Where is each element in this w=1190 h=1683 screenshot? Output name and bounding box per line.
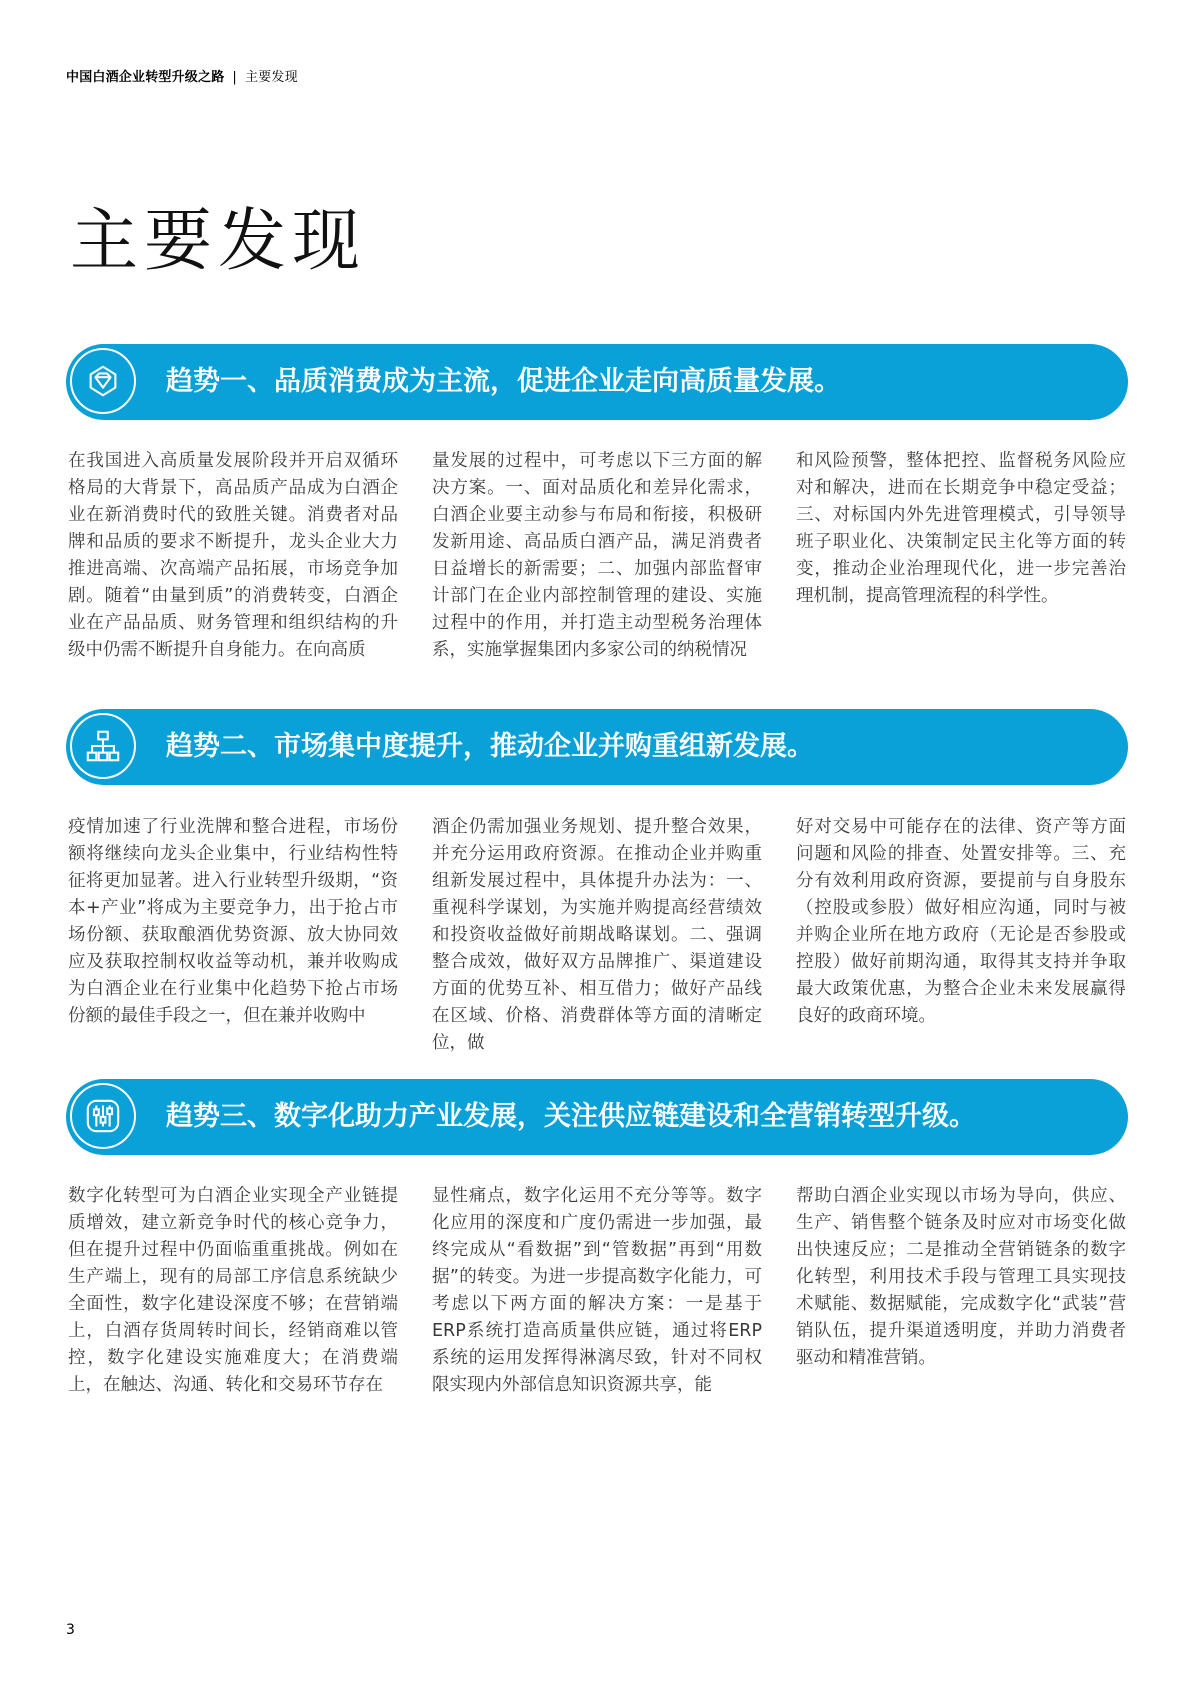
trend-2-title: 趋势二、市场集中度提升，推动企业并购重组新发展。 [166,731,814,762]
trend-1-column-1: 在我国进入高质量发展阶段并开启双循环格局的大背景下，高品质产品成为白酒企业在新消费时代的致胜关键。消费者对品牌和品质的要求不断提升，龙头企业大力推进高端、次高端产品拓展，市场竞争加剧。随着“由量到质”的消费转变，白酒企业在产品品质、财务管理和组织结构的升级中仍需不断提升自身能力。在向高质 [68,451,398,660]
trend-1-column-2: 量发展的过程中，可考虑以下三方面的解决方案。一、面对品质化和差异化需求，白酒企业要主动参与布局和衔接，积极研发新用途、高品质白酒产品，满足消费者日益增长的新需要；二、加强内部监督审计部门在企业内部控制管理的建设、实施过程中的作用，并打造主动型税务治理体系，实施掌握集团内多家公司的纳税情况 [432,451,762,660]
trend-1-column-3: 和风险预警，整体把控、监督税务风险应对和解决，进而在长期竞争中稳定受益；三、对标国内外先进管理模式，引导领导班子职业化、决策制定民主化等方面的转变，推动企业治理现代化，进一步完善治理机制，提高管理流程的科学性。 [796,451,1126,606]
trend-2-banner [66,709,1128,785]
header-separator: | [232,70,237,85]
trend-3-banner [66,1079,1128,1155]
page-title: 主要发现 [70,202,367,281]
trend-1-title: 趋势一、品质消费成为主流，促进企业走向高质量发展。 [166,366,841,397]
running-header [66,66,298,85]
trend-1-banner [66,344,1128,420]
trend-3-column-2: 显性痛点，数字化运用不充分等等。数字化应用的深度和广度仍需进一步加强，最终完成从“看数据”到“管数据”再到“用数据”的转变。为进一步提高数字化能力，可考虑以下两方面的解决方案：一是基于ERP系统打造高质量供应链，通过将ERP系统的运用发挥得淋漓尽致，针对不同权限实现内外部信息知识资源共享，能 [432,1186,762,1395]
trend-3-column-1: 数字化转型可为白酒企业实现全产业链提质增效，建立新竞争时代的核心竞争力，但在提升过程中仍面临重重挑战。例如在生产端上，现有的局部工序信息系统缺少全面性，数字化建设深度不够；在营销端上，白酒存货周转时间长，经销商难以管控，数字化建设实施难度大；在消费端上，在触达、沟通、转化和交易环节存在 [68,1186,398,1395]
trend-2-column-3: 好对交易中可能存在的法律、资产等方面问题和风险的排查、处置安排等。三、充分有效利用政府资源，要提前与自身股东（控股或参股）做好相应沟通，同时与被并购企业所在地方政府（无论是否参股或控股）做好前期沟通，取得其支持并争取最大政策优惠，为整合企业未来发展赢得良好的政商环境。 [796,817,1126,1026]
diamond-icon [70,348,136,414]
trend-2-column-1: 疫情加速了行业洗牌和整合进程，市场份额将继续向龙头企业集中，行业结构性特征将更加显著。进入行业转型升级期，“资本+产业”将成为主要竞争力，出于抢占市场份额、获取酿酒优势资源、放大协同效应及获取控制权收益等动机，兼并收购成为白酒企业在行业集中化趋势下抢占市场份额的最佳手段之一，但在兼并收购中 [68,817,398,1026]
report-title: 中国白酒企业转型升级之路 [66,70,225,85]
trend-3-column-3: 帮助白酒企业实现以市场为导向，供应、生产、销售整个链条及时应对市场变化做出快速反应；二是推动全营销链条的数字化转型，利用技术手段与管理工具实现技术赋能、数据赋能，完成数字化“武装”营销队伍，提升渠道透明度，并助力消费者驱动和精准营销。 [796,1186,1126,1368]
trend-3-title: 趋势三、数字化助力产业发展，关注供应链建设和全营销转型升级。 [166,1101,976,1132]
page-number: 3 [66,1622,75,1638]
sliders-icon [70,1083,136,1149]
header-section: 主要发现 [245,70,298,85]
trend-2-column-2: 酒企仍需加强业务规划、提升整合效果，并充分运用政府资源。在推动企业并购重组新发展过程中，具体提升办法为：一、重视科学谋划，为实施并购提高经营绩效和投资收益做好前期战略谋划。二、强调整合成效，做好双方品牌推广、渠道建设方面的优势互补、相互借力；做好产品线在区域、价格、消费群体等方面的清晰定位，做 [432,817,762,1053]
org-chart-icon [70,713,136,779]
